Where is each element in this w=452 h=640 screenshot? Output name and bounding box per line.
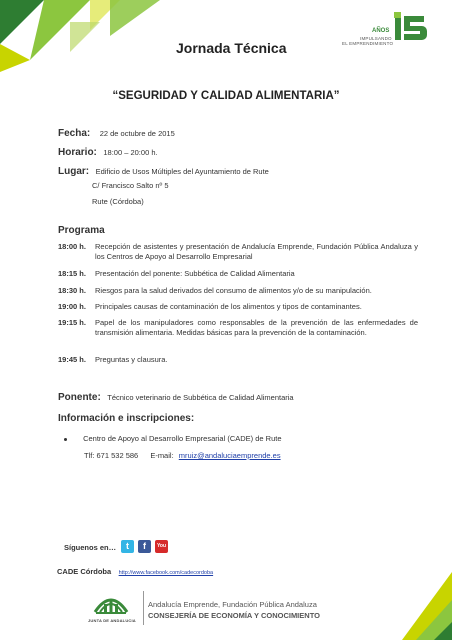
programa-item — [58, 269, 418, 280]
youtube-icon[interactable]: You — [155, 540, 168, 553]
footer-line-2: CONSEJERÍA DE ECONOMÍA Y CONOCIMIENTO — [148, 611, 320, 620]
horario-label: Horario: — [58, 147, 97, 158]
main-title: “SEGURIDAD Y CALIDAD ALIMENTARIA” — [112, 90, 340, 102]
facebook-icon[interactable]: f — [138, 540, 151, 553]
lugar-line-1: Edificio de Usos Múltiples del Ayuntamiento de Rute — [95, 167, 269, 176]
info-heading: Información e inscripciones: — [58, 413, 195, 424]
ponente-row — [58, 387, 294, 405]
programa-item-time: 18:15 h. — [58, 269, 86, 278]
ponente-value: Técnico veterinario de Subbética de Calidad Alimentaria — [107, 393, 294, 402]
programa-item-time: 19:00 h. — [58, 302, 86, 311]
horario-row — [58, 142, 158, 160]
social-label: Síguenos en… — [64, 543, 117, 552]
corner-decoration-bottom-right — [402, 572, 452, 640]
bullet-dot-icon — [64, 438, 67, 441]
info-contact-row — [84, 451, 281, 460]
corner-decoration-top-left — [0, 0, 160, 90]
info-phone: Tlf: 671 532 586 — [84, 451, 139, 460]
info-email-label: E-mail: — [150, 451, 174, 460]
programa-item-text: Principales causas de contaminación de los alimentos y tipos de contaminantes. — [95, 302, 362, 311]
footer-divider — [143, 591, 144, 625]
junta-andalucia-emblem-icon — [92, 590, 130, 620]
programa-item-text: Preguntas y clausura. — [95, 355, 168, 364]
header-title: Jornada Técnica — [176, 40, 287, 56]
programa-item-time: 18:30 h. — [58, 286, 86, 295]
info-email-link[interactable]: mruiz@andaluciaemprende.es — [178, 451, 281, 460]
cade-label: CADE Córdoba — [57, 567, 112, 576]
fecha-value: 22 de octubre de 2015 — [99, 129, 175, 138]
lugar-line-3: Rute (Córdoba) — [92, 197, 144, 206]
fecha-row — [58, 123, 175, 141]
footer-line-1: Andalucía Emprende, Fundación Pública Andaluza — [148, 600, 317, 609]
junta-label: JUNTA DE ANDALUCIA — [88, 618, 136, 623]
logo-tagline-1: IMPULSANDO — [360, 36, 392, 41]
lugar-label: Lugar: — [58, 166, 90, 177]
programa-item — [58, 302, 418, 313]
logo-tagline-2: EL EMPRENDIMIENTO — [342, 41, 394, 46]
programa-item-time: 19:45 h. — [58, 355, 86, 364]
programa-item — [58, 318, 418, 350]
info-bullet-text: Centro de Apoyo al Desarrollo Empresarial (CADE) de Rute — [83, 434, 282, 443]
fecha-label: Fecha: — [58, 128, 91, 139]
anniversary-15-logo-icon — [394, 12, 428, 44]
programa-item-text: Papel de los manipuladores como responsables de la prevención de las enfermedades de transmisión alimentaria. Medidas básicas para la prevención de la contaminación. — [95, 318, 418, 337]
ponente-label: Ponente: — [58, 392, 101, 403]
twitter-icon[interactable]: t — [121, 540, 134, 553]
anniversary-logo — [340, 12, 430, 50]
horario-value: 18:00 – 20:00 h. — [103, 148, 158, 157]
lugar-row — [58, 161, 269, 179]
programa-item — [58, 242, 418, 264]
logo-anos-label: AÑOS — [372, 28, 390, 34]
cade-row — [57, 561, 213, 579]
info-bullet-row — [64, 434, 282, 443]
programa-heading: Programa — [58, 225, 105, 236]
programa-item-text: Riesgos para la salud derivados del consumo de alimentos y/o de su manipulación. — [95, 286, 372, 295]
programa-item-text: Recepción de asistentes y presentación de Andalucía Emprende, Fundación Pública Andaluza y los Centros de Apoyo al Desarrollo Empresarial — [95, 242, 418, 261]
programa-item — [58, 355, 418, 366]
lugar-line-2: C/ Francisco Salto nº 5 — [92, 181, 169, 190]
programa-item — [58, 286, 418, 297]
cade-facebook-link[interactable]: http://www.facebook.com/cadecordoba — [118, 570, 214, 576]
programa-item-time: 18:00 h. — [58, 242, 86, 251]
programa-item-text: Presentación del ponente: Subbética de Calidad Alimentaria — [95, 269, 295, 278]
programa-item-time: 19:15 h. — [58, 318, 86, 327]
